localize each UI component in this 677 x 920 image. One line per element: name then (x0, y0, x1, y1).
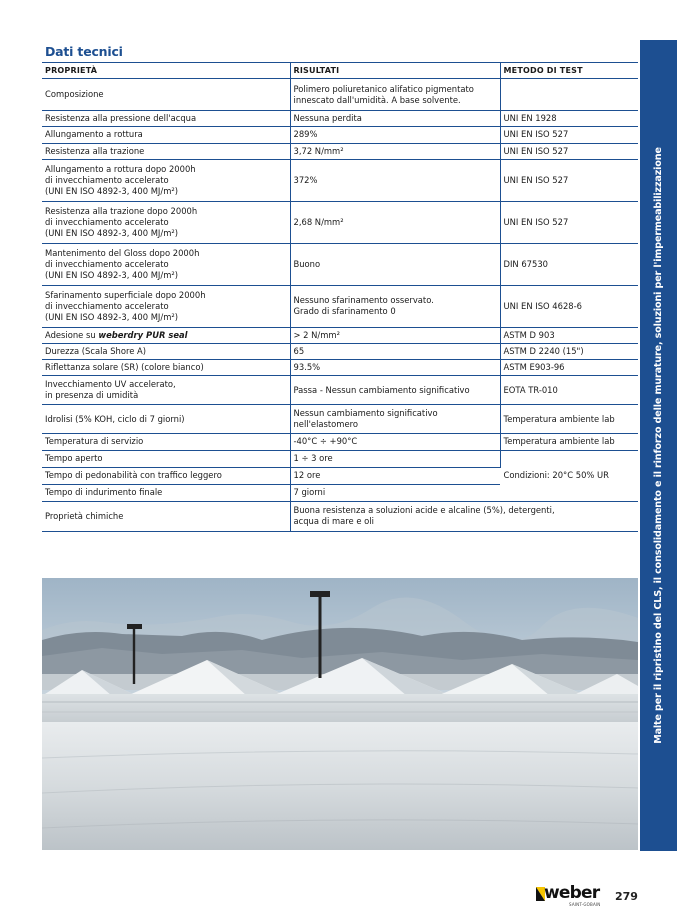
cell-method (500, 79, 638, 111)
cell-property: Composizione (42, 79, 290, 111)
cell-result: Nessuno sfarinamento osservato. Grado di sfarinamento 0 (290, 285, 500, 327)
table-row (42, 79, 638, 111)
cell-result: Buono (290, 243, 500, 285)
table-row (42, 111, 638, 127)
cell-result: Nessuna perdita (290, 111, 500, 127)
cell-result: Passa - Nessun cambiamento significativo (290, 376, 500, 405)
cell-method: UNI EN ISO 527 (500, 143, 638, 159)
cell-property: Resistenza alla trazione dopo 2000h di invecchiamento accelerato (UNI EN ISO 4892-3, 400 MJ/m²) (42, 201, 290, 243)
cell-result: 12 ore (290, 467, 500, 484)
side-category-label (640, 40, 677, 851)
cell-property: Adesione su weberdry PUR seal (42, 327, 290, 343)
cell-result: 372% (290, 159, 500, 201)
table-row (42, 201, 638, 243)
cell-property: Allungamento a rottura (42, 127, 290, 143)
cell-result: Nessun cambiamento significativo nell'elastomero (290, 405, 500, 434)
cell-result: 65 (290, 344, 500, 360)
cell-property: Tempo di indurimento finale (42, 484, 290, 501)
cell-property: Proprietà chimiche (42, 501, 290, 531)
cell-property: Resistenza alla trazione (42, 143, 290, 159)
table-row (42, 127, 638, 143)
cell-property: Invecchiamento UV accelerato, in presenza di umidità (42, 376, 290, 405)
cell-method: UNI EN 1928 (500, 111, 638, 127)
cell-property: Allungamento a rottura dopo 2000h di invecchiamento accelerato (UNI EN ISO 4892-3, 400 MJ/m²) (42, 159, 290, 201)
cell-method: ASTM D 2240 (15") (500, 344, 638, 360)
cell-result: Polimero poliuretanico alifatico pigmentato innescato dall'umidità. A base solvente. (290, 79, 500, 111)
cell-result: > 2 N/mm² (290, 327, 500, 343)
cell-property: Temperatura di servizio (42, 434, 290, 450)
table-row (42, 344, 638, 360)
section-title: Dati tecnici (45, 44, 123, 59)
cell-method: EOTA TR-010 (500, 376, 638, 405)
cell-method: Temperatura ambiente lab (500, 405, 638, 434)
cell-result: Buona resistenza a soluzioni acide e alcaline (5%), detergenti, acqua di mare e oli (290, 501, 638, 531)
cell-result: 2,68 N/mm² (290, 201, 500, 243)
side-category-text: Malte per il ripristino del CLS, il consolidamento e il rinforzo delle murature, soluzioni per l'impermeabilizzazione (653, 147, 665, 744)
logo-wordmark: weber (544, 883, 600, 903)
cell-method: Temperatura ambiente lab (500, 434, 638, 450)
cell-method: UNI EN ISO 527 (500, 127, 638, 143)
table-header-row (42, 63, 638, 79)
header-result: RISULTATI (290, 63, 500, 79)
cell-result: 3,72 N/mm² (290, 143, 500, 159)
header-property: PROPRIETÀ (42, 63, 290, 79)
cell-method: UNI EN ISO 527 (500, 201, 638, 243)
table-row (42, 501, 638, 531)
table-row (42, 376, 638, 405)
table-row (42, 243, 638, 285)
cell-property: Mantenimento del Gloss dopo 2000h di invecchiamento accelerato (UNI EN ISO 4892-3, 400 MJ/m²) (42, 243, 290, 285)
roof-photo-image (42, 578, 638, 850)
product-name: weberdry PUR seal (98, 329, 188, 340)
page-number: 279 (615, 890, 638, 903)
cell-method: UNI EN ISO 4628-6 (500, 285, 638, 327)
cell-property: Tempo di pedonabilità con traffico leggero (42, 467, 290, 484)
cell-result: 1 ÷ 3 ore (290, 450, 500, 467)
cell-result: 93.5% (290, 360, 500, 376)
table-row (42, 434, 638, 450)
cell-property: Tempo aperto (42, 450, 290, 467)
table-row (42, 450, 638, 467)
cell-method: DIN 67530 (500, 243, 638, 285)
table-row (42, 285, 638, 327)
cell-method: ASTM E903-96 (500, 360, 638, 376)
cell-result: 289% (290, 127, 500, 143)
header-method: METODO DI TEST (500, 63, 638, 79)
weber-logo (536, 884, 606, 908)
table-row (42, 327, 638, 343)
cell-property: Riflettanza solare (SR) (colore bianco) (42, 360, 290, 376)
cell-property: Durezza (Scala Shore A) (42, 344, 290, 360)
cell-property: Sfarinamento superficiale dopo 2000h di invecchiamento accelerato (UNI EN ISO 4892-3, 400 MJ/m²) (42, 285, 290, 327)
table-row (42, 405, 638, 434)
cell-result: 7 giorni (290, 484, 500, 501)
roof-photo (42, 578, 638, 850)
table-row (42, 360, 638, 376)
cell-property: Resistenza alla pressione dell'acqua (42, 111, 290, 127)
cell-property: Idrolisi (5% KOH, ciclo di 7 giorni) (42, 405, 290, 434)
cell-method: ASTM D 903 (500, 327, 638, 343)
logo-subtext: SAINT-GOBAIN (569, 902, 601, 907)
cell-method-merged: Condizioni: 20°C 50% UR (500, 450, 638, 501)
cell-method: UNI EN ISO 527 (500, 159, 638, 201)
cell-result: -40°C ÷ +90°C (290, 434, 500, 450)
technical-data-table (42, 62, 638, 532)
table-row (42, 143, 638, 159)
table-row (42, 159, 638, 201)
